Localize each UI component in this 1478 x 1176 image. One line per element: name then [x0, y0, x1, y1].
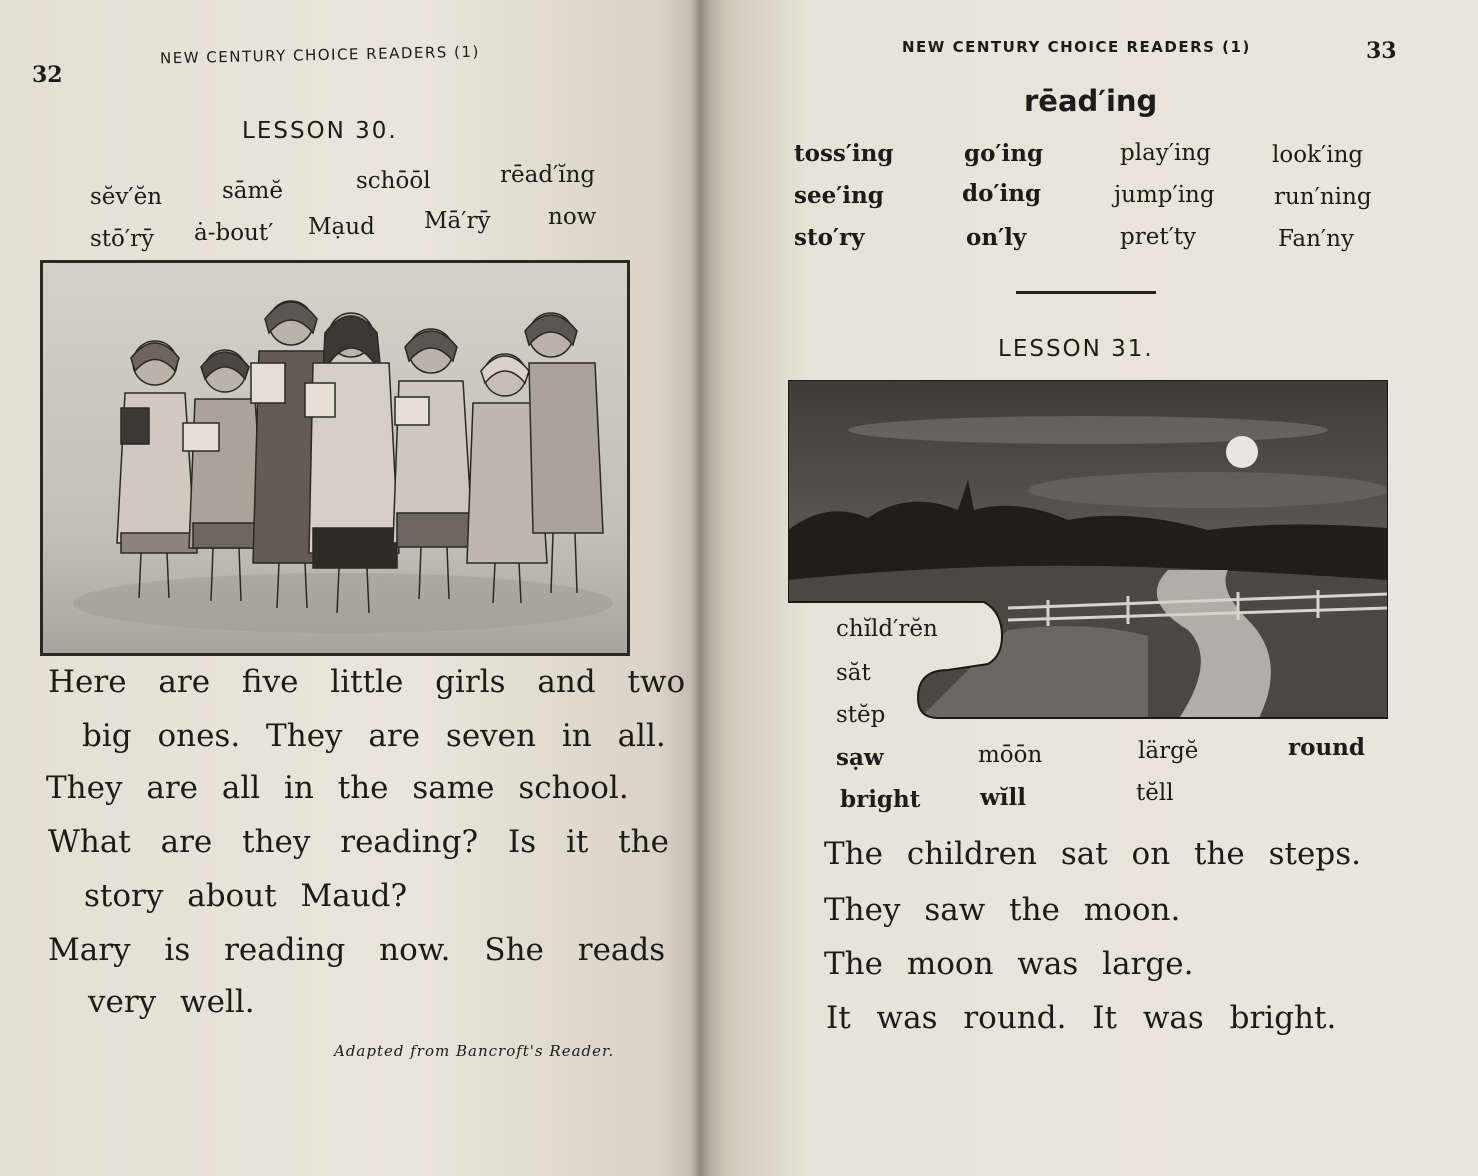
side-vocab-word: săt	[836, 660, 871, 686]
girls-reading-illustration	[40, 260, 630, 656]
vocab-word: Mạud	[308, 214, 375, 240]
right-text-line-2: They saw the moon.	[824, 892, 1181, 928]
word-col-3: play′ing	[1120, 140, 1211, 166]
vocab-row-word: round	[1288, 734, 1365, 761]
side-vocab-word: stĕp	[836, 702, 886, 728]
girls-reading-drawing	[43, 263, 627, 653]
vocab-word: schōōl	[356, 168, 431, 194]
vocab-word: Mā′rȳ	[424, 208, 491, 234]
moonlit-landscape-drawing	[788, 380, 1388, 720]
left-page-number: 32	[32, 62, 63, 88]
vocab-row-word: bright	[840, 786, 921, 813]
word-col-2: on′ly	[966, 224, 1027, 251]
word-col-4: look′ing	[1272, 142, 1364, 168]
vocab-row-word: lärgĕ	[1138, 738, 1199, 764]
vocab-row-word: wĭll	[980, 784, 1027, 811]
word-col-1: toss′ing	[794, 140, 894, 167]
right-text-line-3: The moon was large.	[824, 946, 1194, 982]
word-col-2: do′ing	[962, 180, 1042, 207]
section-divider	[1016, 291, 1156, 294]
headword-reading: rēad′ing	[1024, 84, 1158, 118]
right-text-line-1: The children sat on the steps.	[824, 836, 1361, 872]
word-col-1: see′ing	[794, 182, 884, 209]
word-col-3: jump′ing	[1114, 182, 1215, 208]
left-text-line-3: They are all in the same school.	[46, 770, 629, 806]
left-text-line-4: What are they reading? Is it the	[48, 824, 669, 860]
left-text-line-1: Here are five little girls and two	[48, 664, 686, 700]
vocab-row-word: tĕll	[1136, 780, 1174, 806]
left-text-line-5: story about Maud?	[84, 878, 408, 914]
left-running-head: NEW CENTURY CHOICE READERS (1)	[159, 42, 481, 68]
left-text-line-6: Mary is reading now. She reads	[48, 932, 666, 968]
vocab-word: ȧ-bout′	[194, 220, 274, 246]
word-col-4: Fan′ny	[1278, 226, 1354, 252]
word-col-2: go′ing	[964, 140, 1044, 167]
lesson-31-title: LESSON 31.	[998, 336, 1154, 362]
right-text-line-4: It was round. It was bright.	[826, 1000, 1337, 1036]
moonlit-landscape-illustration	[788, 380, 1388, 720]
word-col-3: pret′ty	[1120, 224, 1197, 250]
credit-line: Adapted from Bancroft's Reader.	[334, 1042, 615, 1060]
vocab-word: sāmĕ	[222, 178, 283, 204]
vocab-word: rēad′ĭng	[500, 162, 596, 188]
left-text-line-2: big ones. They are seven in all.	[82, 718, 666, 754]
right-running-head: NEW CENTURY CHOICE READERS (1)	[902, 38, 1251, 56]
right-page-number: 33	[1366, 38, 1397, 64]
vocab-row-word: sạw	[836, 744, 884, 771]
left-text-line-7: very well.	[88, 984, 255, 1020]
vocab-row-word: mōōn	[978, 742, 1043, 768]
vocab-word: stō′rȳ	[90, 226, 155, 252]
word-col-1: sto′ry	[794, 224, 865, 251]
vocab-word: sĕv′ĕn	[90, 184, 163, 210]
word-col-4: run′ning	[1274, 184, 1372, 210]
side-vocab-word: chĭld′rĕn	[836, 616, 938, 642]
book-gutter	[690, 0, 710, 1176]
lesson-30-title: LESSON 30.	[242, 118, 398, 144]
vocab-word: now	[548, 204, 597, 230]
